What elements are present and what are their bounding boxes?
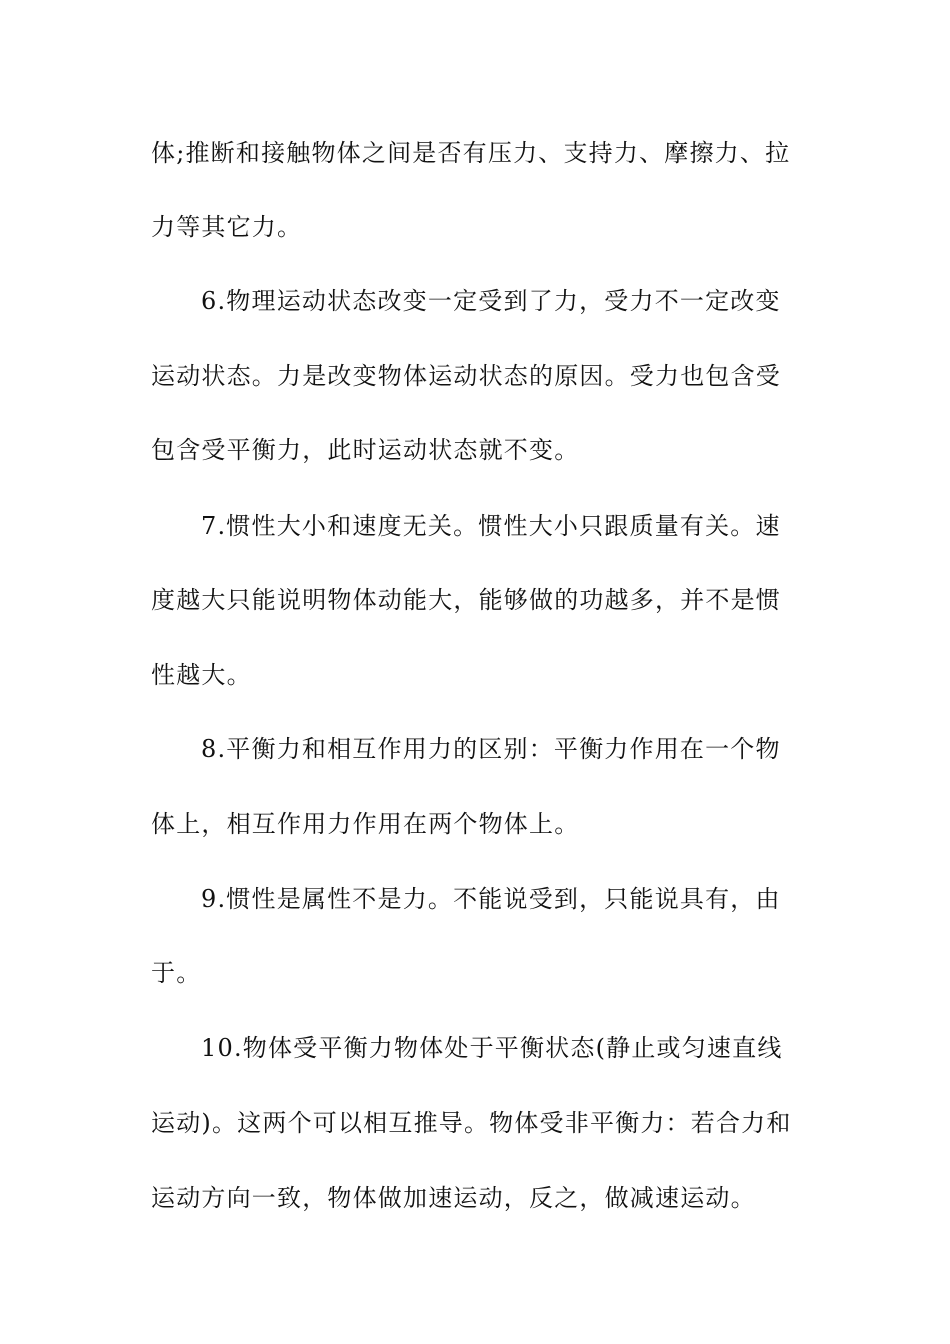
paragraph-9-start: 9.惯性是属性不是力。不能说受到，只能说具有，由: [201, 885, 781, 913]
paragraph-10-start: 10.物体受平衡力物体处于平衡状态(静止或匀速直线: [201, 1034, 783, 1062]
text-line: 运动方向一致，物体做加速运动，反之，做减速运动。: [151, 1184, 756, 1212]
text-line: 度越大只能说明物体动能大，能够做的功越多，并不是惯: [151, 586, 781, 614]
paragraph-8-start: 8.平衡力和相互作用力的区别：平衡力作用在一个物: [201, 735, 781, 763]
text-line: 运动)。这两个可以相互推导。物体受非平衡力：若合力和: [151, 1109, 792, 1137]
text-line: 性越大。: [151, 661, 252, 689]
paragraph-6-start: 6.物理运动状态改变一定受到了力，受力不一定改变: [201, 287, 781, 315]
text-line: 于。: [151, 959, 202, 987]
text-line: 体上，相互作用力作用在两个物体上。: [151, 810, 580, 838]
text-line: 运动状态。力是改变物体运动状态的原因。受力也包含受: [151, 362, 781, 390]
text-line: 包含受平衡力，此时运动状态就不变。: [151, 436, 580, 464]
paragraph-7-start: 7.惯性大小和速度无关。惯性大小只跟质量有关。速: [201, 512, 781, 540]
text-line: 体;推断和接触物体之间是否有压力、支持力、摩擦力、拉: [151, 139, 791, 167]
text-line: 力等其它力。: [151, 213, 303, 241]
